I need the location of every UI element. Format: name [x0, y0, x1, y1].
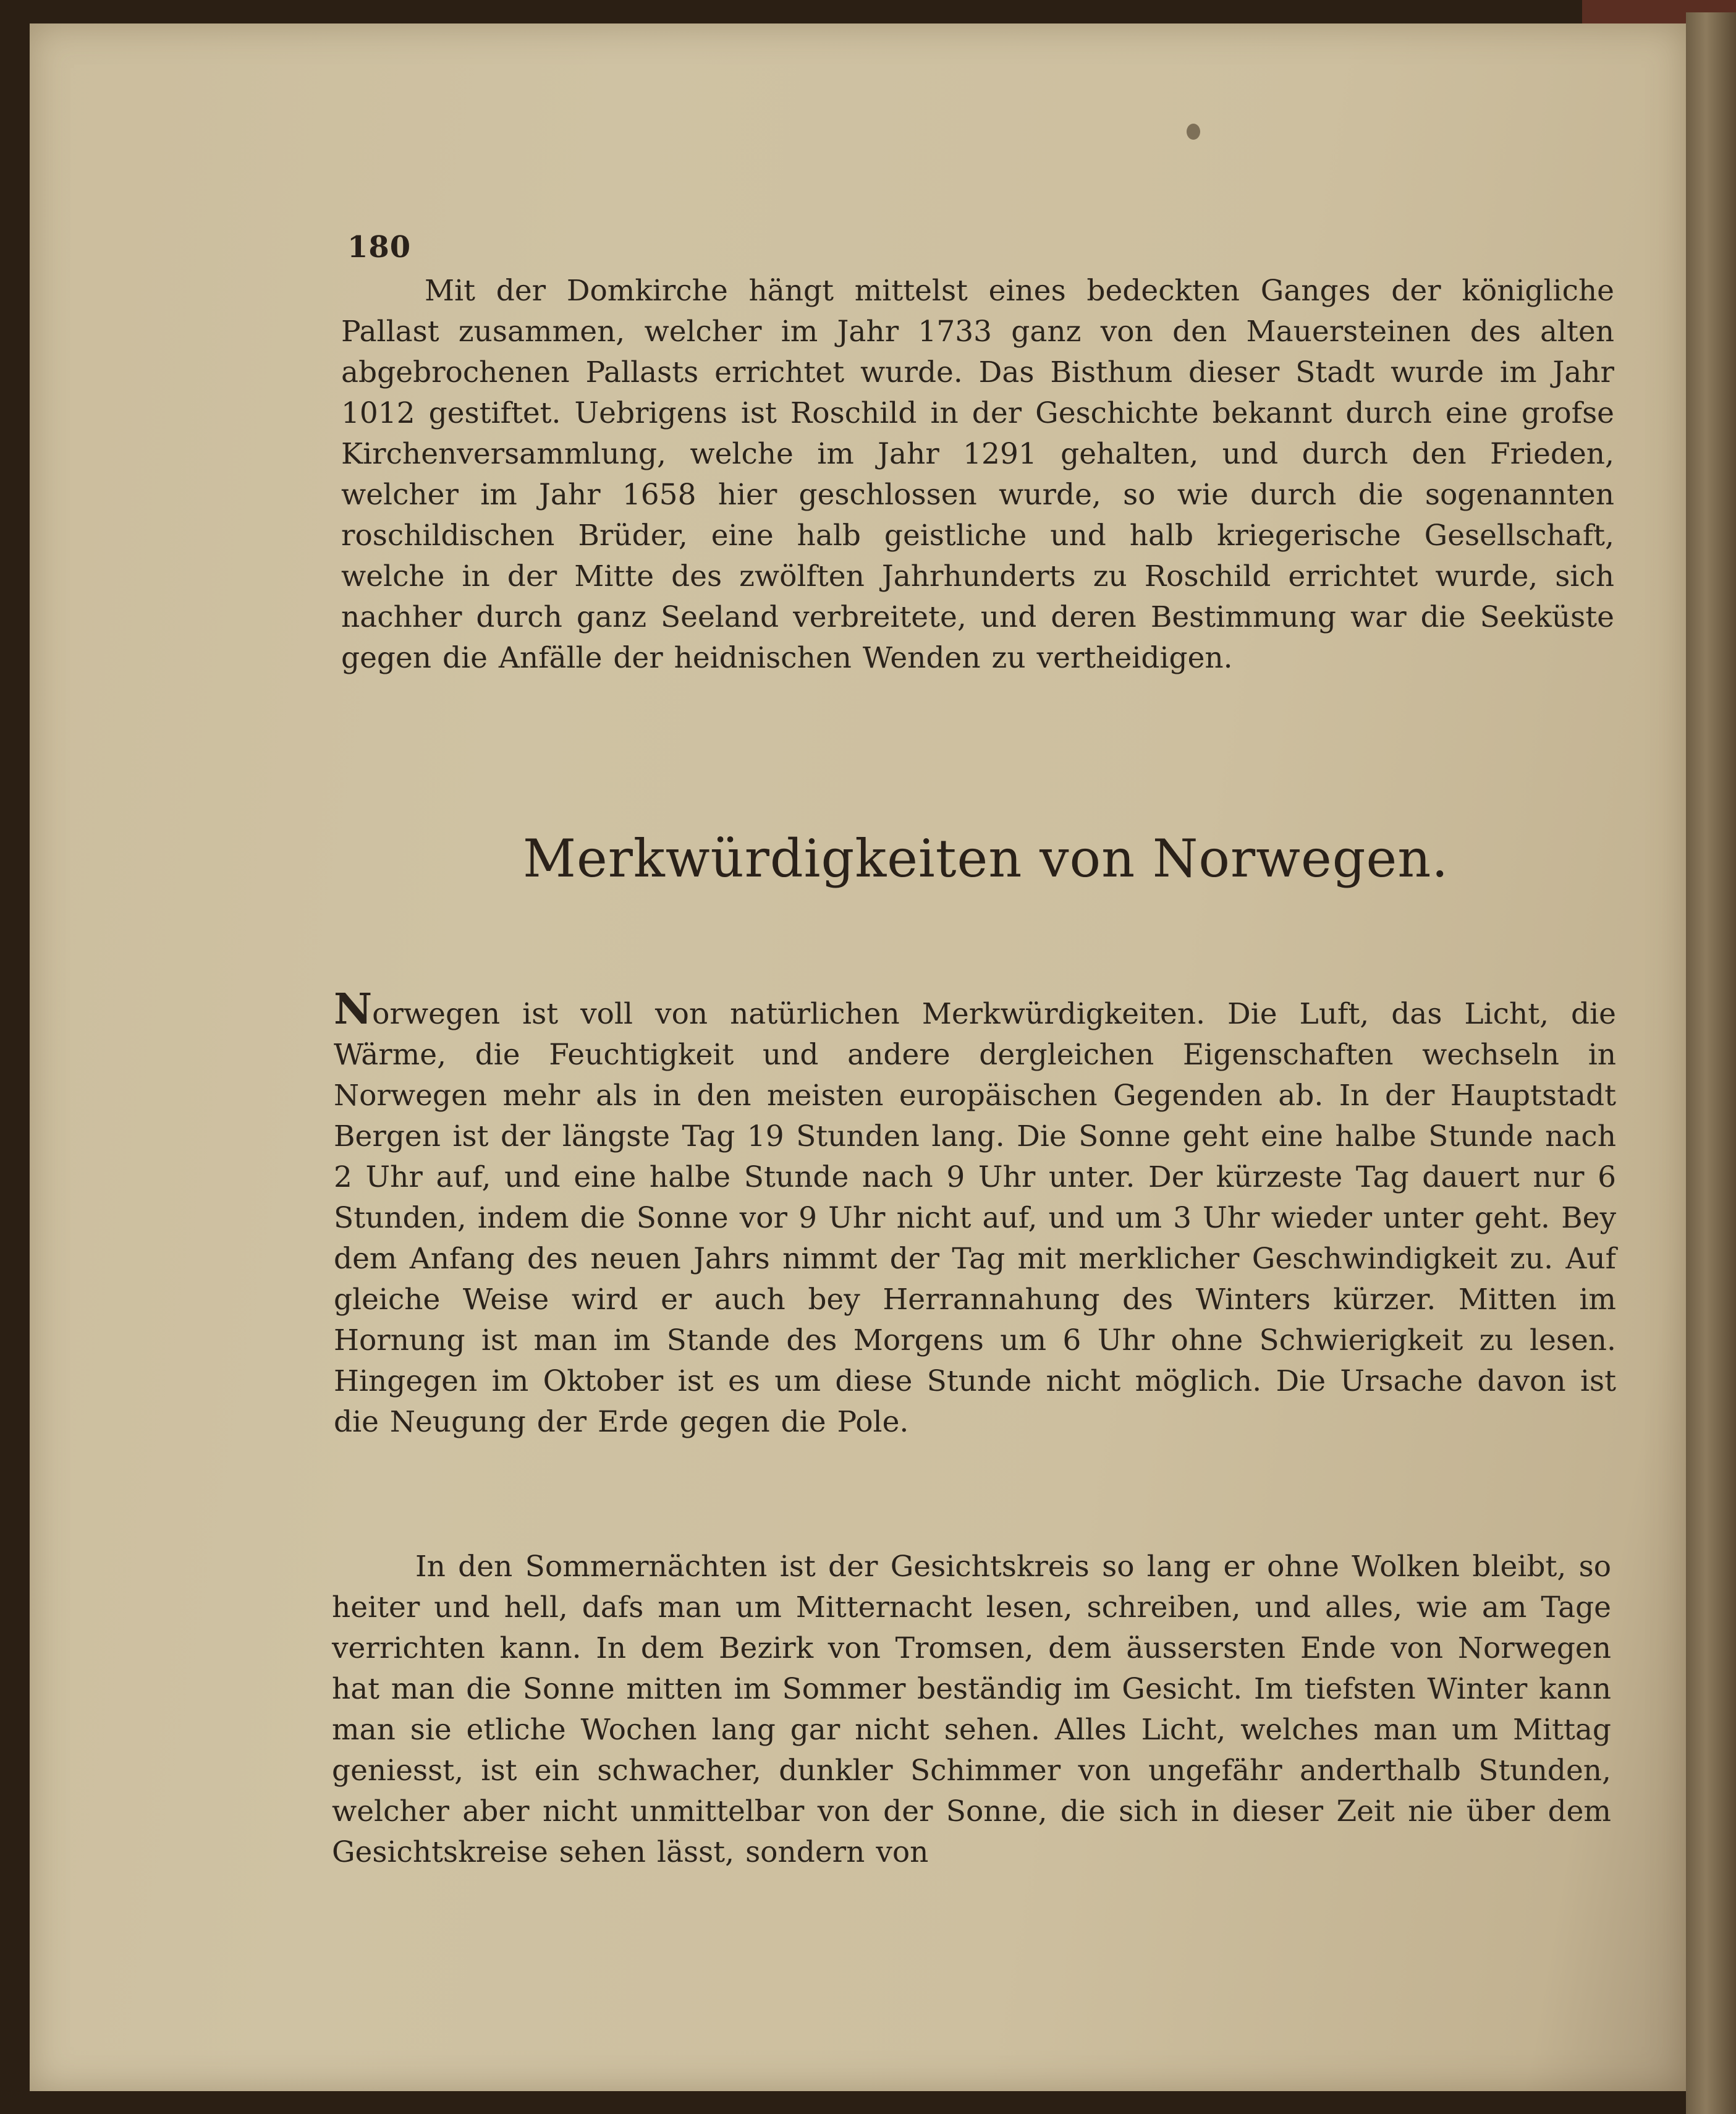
paragraph-norway-light-text: orwegen ist voll von natürlichen Merkwürdigkeiten. Die Luft, das Licht, die Wärme, die Feuchtigkeit und andere dergleichen Eigenschaften wechseln in Norwegen mehr als in den meisten europäischen Gegenden ab. In der Hauptstadt Bergen ist der längste Tag 19 Stunden lang. Die Sonne geht eine halbe Stunde nach 2 Uhr auf, und eine halbe Stunde nach 9 Uhr unter. Der kürzeste Tag dauert nur 6 Stunden, indem die Sonne vor 9 Uhr nicht auf, und um 3 Uhr wieder unter geht. Bey dem Anfang des neuen Jahrs nimmt der Tag mit merklicher Geschwindigkeit zu. Auf gleiche Weise wird er auch bey Herrannahung des Winters kürzer. Mitten im Hornung ist man im Stande des Morgens um 6 Uhr ohne Schwierigkeit zu lesen. Hingegen im Oktober ist es um diese Stunde nicht möglich. Die Ursache davon ist die Neugung der Erde gegen die Pole.: [334, 997, 1616, 1439]
paragraph-norway-light: [334, 985, 1616, 1443]
page-number: 180: [347, 230, 412, 265]
paragraph-summer-nights: In den Sommernächten ist der Gesichtskreis so lang er ohne Wolken bleibt, so heiter und hell, dafs man um Mitternacht lesen, schreiben, und alles, wie am Tage verrichten kann. In dem Bezirk von Tromsen, dem äussersten Ende von Norwegen hat man die Sonne mitten im Sommer beständig im Gesicht. Im tiefsten Winter kann man sie etliche Wochen lang gar nicht sehen. Alles Licht, welches man um Mittag geniesst, ist ein schwacher, dunkler Schimmer von ungefähr anderthalb Stunden, welcher aber nicht unmittelbar von der Sonne, die sich in dieser Zeit nie über dem Gesichtskreise sehen lässt, sondern von: [332, 1550, 1611, 1869]
section-heading: Merkwürdigkeiten von Norwegen.: [522, 828, 1449, 889]
adjacent-page-edge: [1686, 12, 1736, 2114]
paragraph-roschild: Mit der Domkirche hängt mittelst eines bedeckten Ganges der königliche Pallast zusammen, welcher im Jahr 1733 ganz von den Mauersteinen des alten abgebrochenen Pallasts errichtet wurde. Das Bisthum dieser Stadt wurde im Jahr 1012 gestiftet. Uebrigens ist Roschild in der Geschichte bekannt durch eine grofse Kirchenversammlung, welche im Jahr 1291 gehalten, und durch den Frieden, welcher im Jahr 1658 hier geschlossen wurde, so wie durch die sogenannten roschildischen Brüder, eine halb geistliche und halb kriegerische Gesellschaft, welche in der Mitte des zwölften Jahrhunderts zu Roschild errichtet wurde, sich nachher durch ganz Seeland verbreitete, und deren Bestimmung war die Seeküste gegen die Anfälle der heidnischen Wenden zu vertheidigen.: [341, 274, 1614, 675]
ink-spot: [1187, 124, 1200, 140]
drop-initial: N: [334, 985, 373, 1034]
